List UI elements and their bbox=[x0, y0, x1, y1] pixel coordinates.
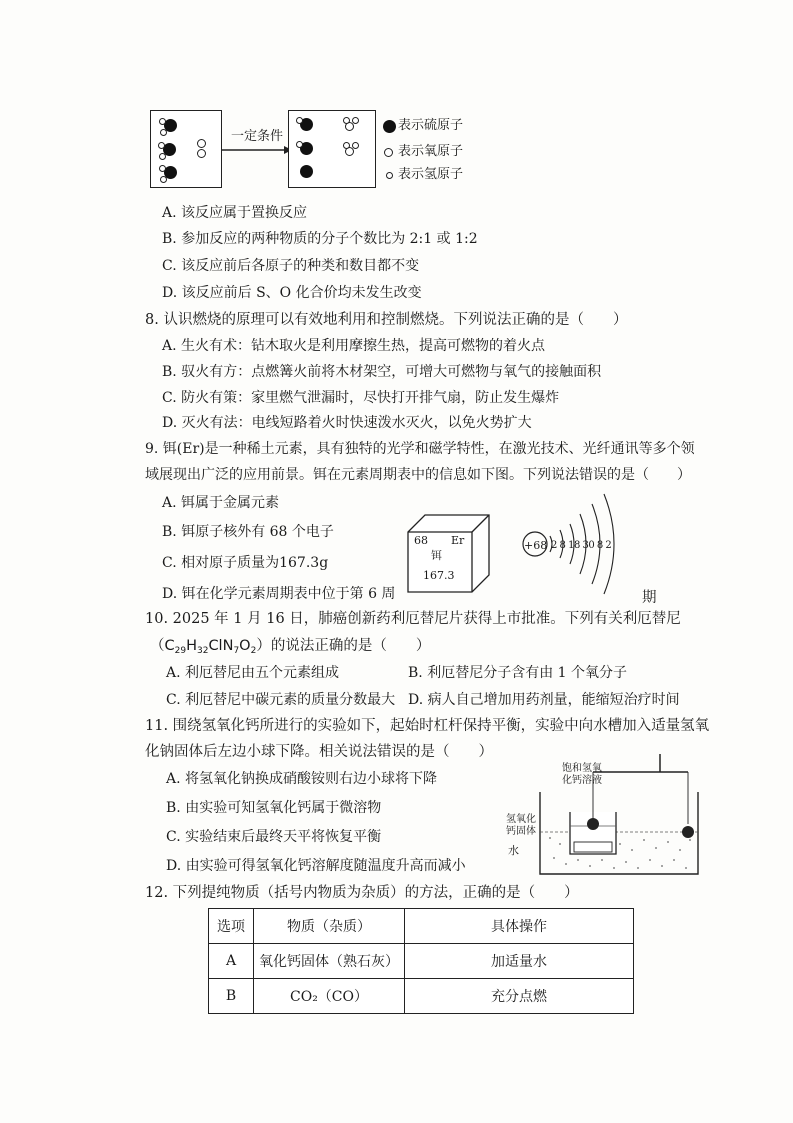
q10-option-b: B. 利厄替尼分子含有由 1 个氧分子 bbox=[408, 665, 627, 681]
q9-option-d: D. 铒在化学元素周期表中位于第 6 周 bbox=[162, 586, 396, 602]
solution-label-line1: 饱和氢氧 bbox=[562, 763, 602, 774]
element-name: 铒 bbox=[431, 549, 442, 562]
nucleus-charge: +68 bbox=[524, 539, 548, 552]
row-substance: CO₂（CO） bbox=[254, 979, 405, 1014]
q9-stem-line1: 9. 铒(Er)是一种稀土元素，具有独特的光学和磁学特性，在激光技术、光纤通讯等多个领 bbox=[145, 441, 695, 457]
q9-stem-line2: 域展现出广泛的应用前景。铒在元素周期表中的信息如下图。下列说法错误的是（ ） bbox=[145, 467, 691, 483]
hydrogen-atom bbox=[296, 141, 303, 148]
element-card-frame bbox=[405, 510, 495, 600]
hydrogen-atom bbox=[159, 165, 166, 172]
formula-subscript: 29 bbox=[174, 646, 187, 656]
hydrogen-atom bbox=[160, 176, 167, 183]
q7-option-b: B. 参加反应的两种物质的分子个数比为 2:1 或 1:2 bbox=[162, 231, 478, 247]
row-substance: 氧化钙固体（熟石灰） bbox=[254, 944, 405, 979]
header-substance: 物质（杂质） bbox=[254, 909, 405, 944]
element-atomic-mass: 167.3 bbox=[423, 569, 455, 582]
q8-option-c: C. 防火有策：家里燃气泄漏时，尽快打开排气扇，防止发生爆炸 bbox=[162, 390, 560, 406]
table-header-row bbox=[209, 909, 634, 944]
element-symbol: Er bbox=[451, 534, 465, 547]
hydrogen-atom bbox=[343, 117, 350, 124]
hydrogen-atom bbox=[343, 142, 350, 149]
q9-trailing-char: 期 bbox=[642, 590, 657, 606]
q9-option-b: B. 铒原子核外有 68 个电子 bbox=[162, 524, 334, 540]
header-option: 选项 bbox=[209, 909, 254, 944]
q10-option-a: A. 利厄替尼由五个元素组成 bbox=[166, 665, 340, 681]
row-option: B bbox=[209, 979, 254, 1014]
q12-stem: 12. 下列提纯物质（括号内物质为杂质）的方法，正确的是（ ） bbox=[145, 885, 579, 901]
q10-stem-line1: 10. 2025 年 1 月 16 日，肺癌创新药利厄替尼片获得上市批准。下列有关利厄替尼 bbox=[145, 611, 681, 627]
q9-option-a: A. 铒属于金属元素 bbox=[162, 495, 280, 511]
oxygen-atom bbox=[197, 149, 206, 158]
q8-option-a: A. 生火有术：钻木取火是利用摩擦生热，提高可燃物的着火点 bbox=[162, 338, 546, 354]
q10-formula-open: （ bbox=[150, 638, 165, 654]
q10-option-d: D. 病人自己增加用药剂量，能缩短治疗时间 bbox=[408, 692, 680, 708]
solution-label-line2: 化钙溶液 bbox=[562, 775, 602, 786]
formula-subscript: 2 bbox=[250, 646, 257, 656]
q11-option-d: D. 由实验可得氢氧化钙溶解度随温度升高而减小 bbox=[166, 858, 466, 874]
formula-part: C bbox=[164, 638, 175, 654]
solid-label-line1: 氢氧化 bbox=[506, 814, 536, 825]
q8-stem: 8. 认识燃烧的原理可以有效地利用和控制燃烧。下列说法正确的是（ ） bbox=[145, 312, 628, 328]
q8-option-d: D. 灭火有法：电线短路着火时快速泼水灭火，以免火势扩大 bbox=[162, 415, 532, 431]
purification-table bbox=[208, 908, 634, 1014]
hydrogen-atom bbox=[296, 117, 303, 124]
hydrogen-atom bbox=[159, 153, 166, 160]
sulfur-legend-icon bbox=[383, 120, 396, 133]
row-operation: 加适量水 bbox=[405, 944, 634, 979]
solid-label-line2: 钙固体 bbox=[506, 826, 536, 837]
header-operation: 具体操作 bbox=[405, 909, 634, 944]
table-row bbox=[209, 979, 634, 1014]
q7-option-a: A. 该反应属于置换反应 bbox=[162, 205, 308, 221]
q9-option-c: C. 相对原子质量为167.3g bbox=[162, 555, 329, 571]
formula-part: O bbox=[239, 638, 251, 654]
sulfur-atom bbox=[300, 165, 313, 178]
q7-option-d: D. 该反应前后 S、O 化合价均未发生改变 bbox=[162, 285, 422, 301]
hydrogen-atom bbox=[160, 129, 167, 136]
q11-option-b: B. 由实验可知氢氧化钙属于微溶物 bbox=[166, 800, 382, 816]
oxygen-atom bbox=[197, 139, 206, 148]
hydrogen-atom bbox=[352, 117, 359, 124]
q10-option-c: C. 利厄替尼中碳元素的质量分数最大 bbox=[166, 692, 396, 708]
oxygen-legend-icon bbox=[384, 148, 393, 157]
formula-part: ClN bbox=[208, 638, 234, 654]
table-row bbox=[209, 944, 634, 979]
legend-oxygen-label: 表示氧原子 bbox=[398, 144, 464, 159]
water-label: 水 bbox=[508, 844, 519, 857]
formula-subscript: 32 bbox=[196, 646, 209, 656]
hydrogen-atom bbox=[352, 142, 359, 149]
q11-stem-line1: 11. 围绕氢氧化钙所进行的实验如下，起始时杠杆保持平衡，实验中向水槽加入适量氢氧 bbox=[145, 718, 710, 734]
hydrogen-atom bbox=[158, 142, 165, 149]
q11-option-a: A. 将氢氧化钠换成硝酸铵则右边小球将下降 bbox=[166, 771, 438, 787]
legend-hydrogen-label: 表示氢原子 bbox=[398, 167, 464, 182]
lever-apparatus bbox=[520, 752, 710, 882]
row-option: A bbox=[209, 944, 254, 979]
q8-option-b: B. 驭火有方：点燃篝火前将木材架空，可增大可燃物与氧气的接触面积 bbox=[162, 364, 602, 380]
chemical-formula bbox=[165, 638, 257, 654]
formula-subscript: 7 bbox=[233, 646, 240, 656]
row-operation: 充分点燃 bbox=[405, 979, 634, 1014]
hydrogen-atom bbox=[159, 118, 166, 125]
q10-stem-line2 bbox=[150, 637, 430, 660]
q10-formula-close: ）的说法正确的是（ ） bbox=[256, 638, 431, 654]
shell-electrons: 2 8 18 30 8 2 bbox=[551, 540, 612, 551]
q11-option-c: C. 实验结束后最终天平将恢复平衡 bbox=[166, 829, 382, 845]
formula-part: H bbox=[186, 638, 197, 654]
q11-stem-line2: 化钠固体后左边小球下降。相关说法错误的是（ ） bbox=[145, 744, 493, 760]
reaction-arrow bbox=[222, 146, 292, 156]
legend-sulfur-label: 表示硫原子 bbox=[398, 118, 464, 133]
hydrogen-legend-icon bbox=[386, 172, 393, 179]
arrow-label: 一定条件 bbox=[231, 129, 284, 144]
q7-option-c: C. 该反应前后各原子的种类和数目都不变 bbox=[162, 258, 420, 274]
element-atomic-number: 68 bbox=[414, 534, 428, 547]
